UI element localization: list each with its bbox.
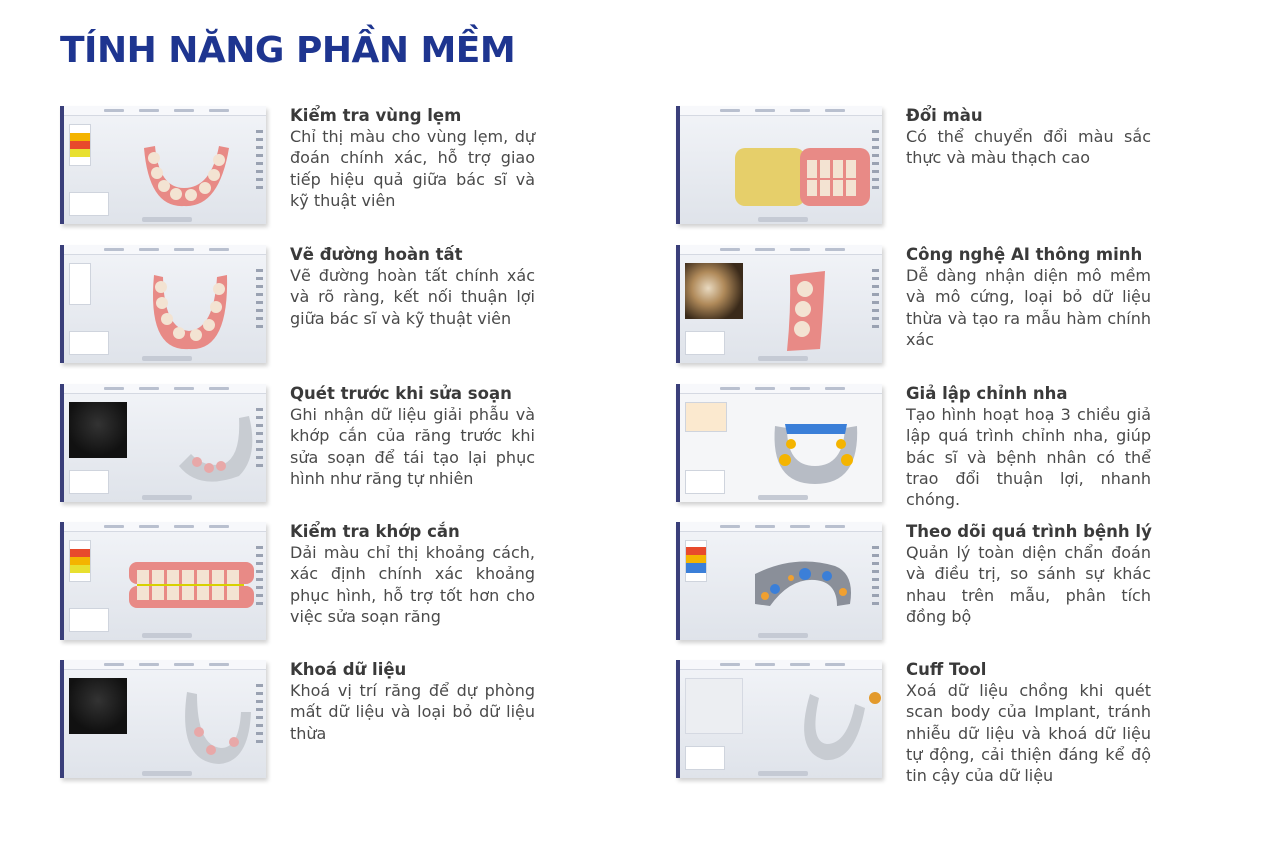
software-screenshot [60,660,266,778]
feature-title: Theo dõi quá trình bệnh lý [906,522,1152,541]
software-screenshot [676,245,882,363]
feature-title: Vẽ đường hoàn tất [290,245,463,264]
page-title: TÍNH NĂNG PHẦN MỀM [60,30,516,71]
implant-arch-icon [715,672,882,772]
software-screenshot [60,522,266,640]
feature-cuff-tool [676,660,1156,785]
feature-description: Dải màu chỉ thị khoảng cách, xác định chính xác khoảng phục hình, hỗ trợ tốt hơn cho việc sửa soạn răng [290,543,535,626]
tooth-scan-icon [715,257,882,357]
feature-description: Ghi nhận dữ liệu giải phẫu và khớp cắn của răng trước khi sửa soạn để tái tạo lại phục hình như răng tự nhiên [290,405,535,488]
feature-description: Chỉ thị màu cho vùng lẹm, dự đoán chính xác, hỗ trợ giao tiếp hiệu quả giữa bác sĩ và kỹ thuật viên [290,127,535,210]
software-screenshot [60,384,266,502]
feature-ortho-simulation [676,384,1156,509]
feature-title: Quét trước khi sửa soạn [290,384,512,403]
dental-arch-icon [99,118,266,218]
feature-title: Cuff Tool [906,660,987,679]
occlusion-teeth-icon [99,534,266,634]
feature-description: Tạo hình hoạt hoạ 3 chiều giả lập quá trình chỉnh nha, giúp bác sĩ và bệnh nhân có thể trao đổi thuận lợi, nhanh chóng. [906,405,1151,510]
dental-scan-icon [99,672,266,772]
ortho-arch-icon [715,396,882,496]
feature-title: Kiểm tra khớp cắn [290,522,460,541]
software-screenshot [60,245,266,363]
dental-scan-icon [99,396,266,496]
feature-description: Xoá dữ liệu chồng khi quét scan body của Implant, tránh nhiễu dữ liệu và khoá dữ liệu tự động, cải thiện đáng kể độ tin cậy của dữ liệu [906,681,1151,786]
feature-occlusion [60,522,540,647]
feature-description: Vẽ đường hoàn tất chính xác và rõ ràng, kết nối thuận lợi giữa bác sĩ và kỹ thuật viên [290,266,535,328]
software-screenshot [676,522,882,640]
dental-arch-icon [99,257,266,357]
feature-description: Dễ dàng nhận diện mô mềm và mô cứng, loại bỏ dữ liệu thừa và tạo ra mẫu hàm chính xác [906,266,1151,349]
feature-color-switch [676,106,1156,231]
software-screenshot [676,660,882,778]
feature-ai-scan [676,245,1156,370]
feature-description: Có thể chuyển đổi màu sắc thực và màu thạch cao [906,127,1151,168]
feature-title: Đổi màu [906,106,983,125]
feature-disease-tracking [676,522,1156,647]
feature-title: Giả lập chỉnh nha [906,384,1068,403]
feature-pre-op-scan [60,384,540,509]
feature-title: Khoá dữ liệu [290,660,407,679]
feature-margin-line [60,245,540,370]
feature-undercut [60,106,540,231]
feature-data-lock [60,660,540,785]
feature-title: Công nghệ AI thông minh [906,245,1143,264]
feature-description: Khoá vị trí răng để dự phòng mất dữ liệu và loại bỏ dữ liệu thừa [290,681,535,743]
feature-title: Kiểm tra vùng lẹm [290,106,462,125]
color-model-icon [715,118,882,218]
software-screenshot [60,106,266,224]
deviation-map-icon [715,534,882,634]
software-screenshot [676,106,882,224]
feature-description: Quản lý toàn diện chẩn đoán và điều trị, so sánh sự khác nhau trên mẫu, phân tích đồng bộ [906,543,1151,626]
software-screenshot [676,384,882,502]
